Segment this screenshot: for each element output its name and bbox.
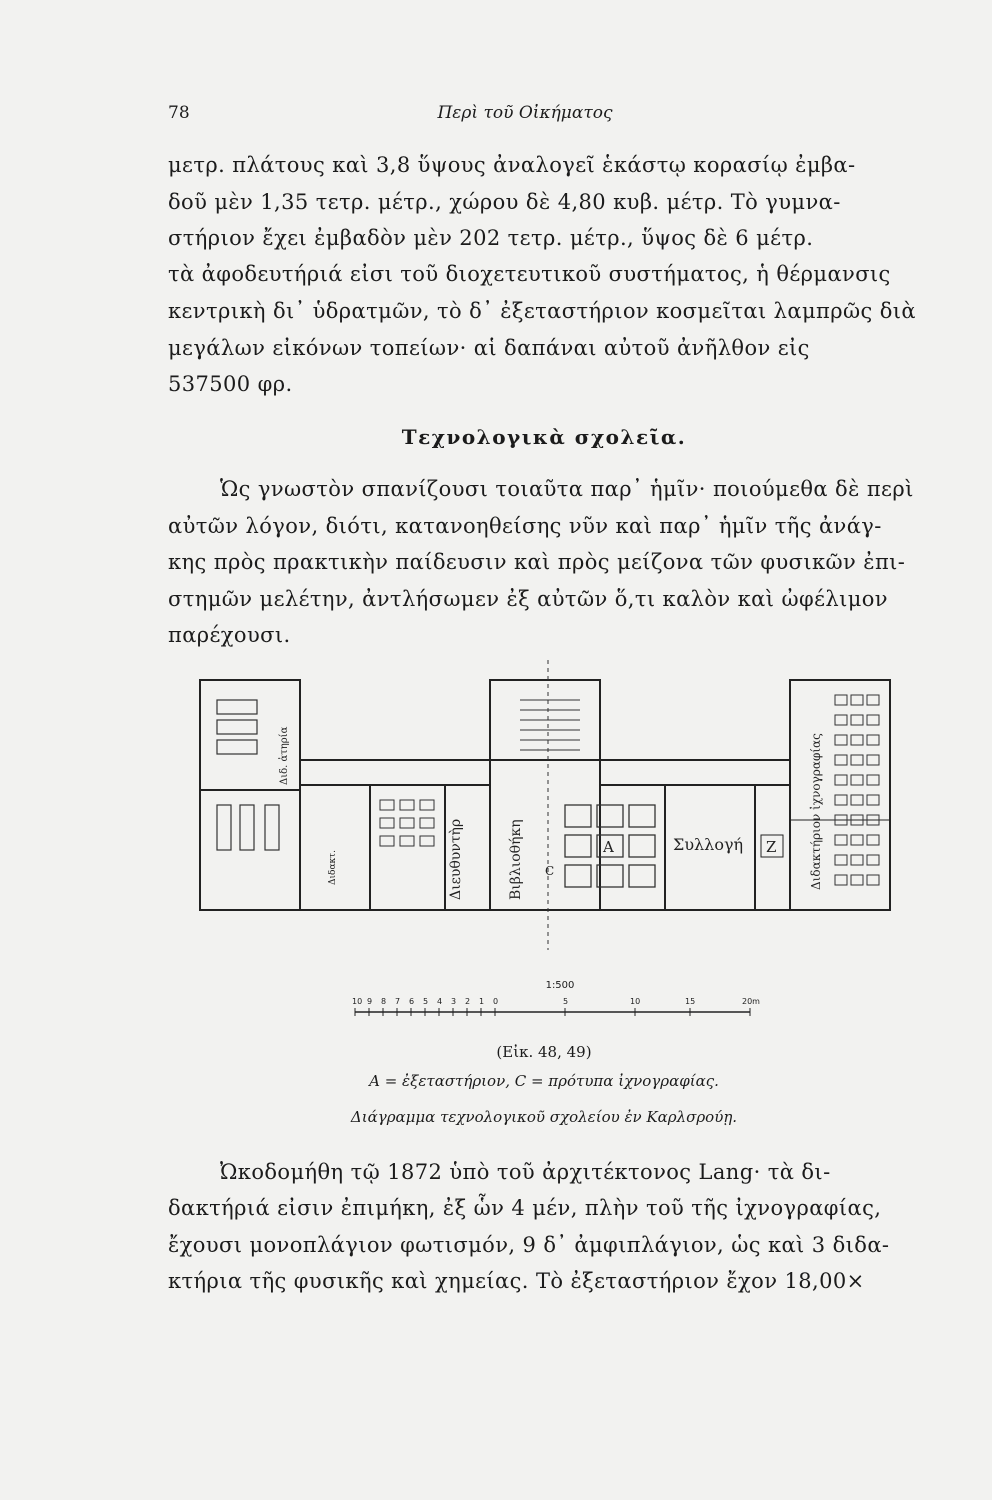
- page-number: 78: [168, 103, 190, 123]
- library-label: Βιβλιοθήκη: [508, 819, 524, 900]
- drawing-room-label: Διδακτήριον ἰχνογραφίας: [809, 733, 823, 890]
- scale-tick: 6: [409, 997, 415, 1006]
- text-line: 537500 φρ.: [168, 372, 293, 396]
- collection-label: Συλλογή: [673, 835, 744, 854]
- c-mark-label: C: [545, 864, 555, 878]
- text-line: στήριον ἔχει ἐμβαδὸν μὲν 202 τετρ. μέτρ., ὕψος δὲ 6 μέτρ.: [168, 226, 814, 250]
- figure-caption-title: Διάγραμμα τεχνολογικοῦ σχολείου ἐν Καρλσρούῃ.: [350, 1108, 738, 1126]
- text-line: μεγάλων εἰκόνων τοπείων· αἱ δαπάναι αὐτοῦ ἀνῆλθον εἰς: [168, 336, 810, 360]
- classroom-desks: [380, 800, 434, 846]
- drawing-room-desks: [835, 695, 879, 885]
- text-line: ἔχουσι μονοπλάγιον φωτισμόν, 9 δ᾽ ἀμφιπλάγιον, ὡς καὶ 3 διδα-: [168, 1233, 890, 1257]
- scale-tick: 2: [465, 997, 471, 1006]
- left-wing-desks: [217, 700, 279, 850]
- scale-tick: 3: [451, 997, 457, 1006]
- scale-tick: 0: [493, 997, 499, 1006]
- z-room-label: Z: [766, 838, 777, 856]
- central-stair: [520, 700, 580, 750]
- text-line: παρέχουσι.: [168, 623, 291, 647]
- scale-tick: 5: [563, 997, 569, 1006]
- text-line: δακτήριά εἰσιν ἐπιμήκη, ἐξ ὧν 4 μέν, πλὴν τοῦ τῆς ἰχνογραφίας,: [168, 1196, 882, 1220]
- scale-tick: 7: [395, 997, 401, 1006]
- text-line: αὐτῶν λόγον, διότι, κατανοηθείσης νῦν καὶ παρ᾽ ἡμῖν τῆς ἀνάγ-: [168, 514, 882, 538]
- figure-caption-numbers: (Εἰκ. 48, 49): [496, 1043, 592, 1061]
- text-line: Ὠκοδομήθη τῷ 1872 ὑπὸ τοῦ ἀρχιτέκτονος Lang· τὰ δι-: [220, 1160, 831, 1184]
- scale-ratio: 1:500: [545, 980, 575, 991]
- director-label: Διευθυντὴρ: [448, 818, 464, 900]
- scale-tick: 9: [367, 997, 373, 1006]
- text-line: μετρ. πλάτους καὶ 3,8 ὕψους ἀναλογεῖ ἑκάστῳ κορασίῳ ἐμβα-: [168, 153, 856, 177]
- text-line: κης πρὸς πρακτικὴν παίδευσιν καὶ πρὸς μείζονα τῶν φυσικῶν ἐπι-: [168, 550, 906, 574]
- floor-plan-figure: [195, 660, 905, 950]
- text-line: στημῶν μελέτην, ἀντλήσωμεν ἐξ αὐτῶν ὅ,τι καλὸν καὶ ὠφέλιμον: [168, 587, 888, 611]
- scale-tick: 8: [381, 997, 387, 1006]
- scale-tick: 20m: [742, 997, 760, 1006]
- scale-tick: 15: [685, 997, 696, 1006]
- text-line: κεντρικὴ δι᾽ ὑδρατμῶν, τὸ δ᾽ ἐξεταστήριον κοσμεῖται λαμπρῶς διὰ: [168, 299, 916, 323]
- text-line: κτήρια τῆς φυσικῆς καὶ χημείας. Τὸ ἐξεταστήριον ἔχον 18,00×: [168, 1269, 865, 1293]
- small-room-label: Διδακτ.: [328, 850, 338, 885]
- scale-tick: 1: [479, 997, 485, 1006]
- text-line: τὰ ἀφοδευτήριά εἰσι τοῦ διοχετευτικοῦ συστήματος, ἡ θέρμανσις: [168, 262, 891, 286]
- scale-tick: 4: [437, 997, 443, 1006]
- left-wing-label: Διδ. ἀτηρία: [279, 726, 290, 785]
- scale-tick: 10: [352, 997, 363, 1006]
- scale-bar: [350, 980, 770, 1020]
- exam-room-label: A: [603, 838, 614, 856]
- running-title: Περὶ τοῦ Οἰκήματος: [437, 103, 613, 123]
- section-heading: Τεχνολογικὰ σχολεῖα.: [401, 425, 687, 449]
- figure-caption-legend: A = ἐξεταστήριον, C = πρότυπα ἰχνογραφίας.: [369, 1072, 719, 1090]
- scale-tick: 5: [423, 997, 429, 1006]
- scale-tick: 10: [630, 997, 641, 1006]
- text-line: δοῦ μὲν 1,35 τετρ. μέτρ., χώρου δὲ 4,80 κυβ. μέτρ. Τὸ γυμνα-: [168, 190, 841, 214]
- text-line: Ὡς γνωστὸν σπανίζουσι τοιαῦτα παρ᾽ ἡμῖν· ποιούμεθα δὲ περὶ: [220, 477, 914, 501]
